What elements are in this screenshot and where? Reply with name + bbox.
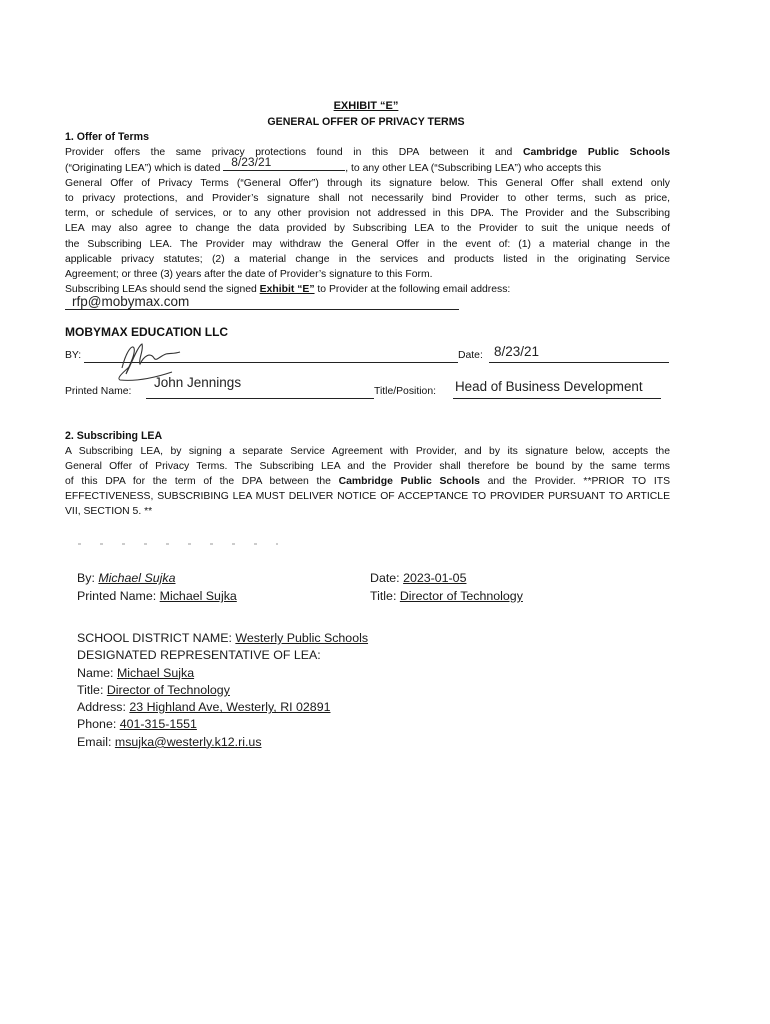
provider-title-label: Title/Position: bbox=[374, 386, 436, 397]
para-line-2: (“Originating LEA”) which is dated 8/23/21 , to any other LEA (“Subscribing LEA”) who accepts this bbox=[65, 155, 602, 175]
para-line-send: Subscribing LEAs should send the signed Exhibit “E” to Provider at the following email address: bbox=[65, 283, 511, 295]
para-line-3: General Offer of Privacy Terms (“General Offer”) through its signature below. This General Offer shall extend only bbox=[65, 178, 670, 190]
para-line-9: Agreement; or three (3) years after the date of Provider’s signature to this Form. bbox=[65, 268, 433, 280]
rep-name-value[interactable]: Michael Sujka bbox=[116, 665, 195, 680]
subscriber-date-value[interactable]: 2023-01-05 bbox=[403, 571, 467, 585]
rep-email-value[interactable]: msujka@westerly.k12.ri.us bbox=[114, 734, 262, 749]
rep-address-row: Address: 23 Highland Ave, Westerly, RI 02891 bbox=[77, 700, 331, 715]
para-line-6: LEA may also agree to change the data provided by Subscribing LEA to the Provider to suit the unique needs of bbox=[65, 223, 670, 235]
s2-line-3: of this DPA for the term of the DPA between the Cambridge Public Schools and the Provider. **PRIOR TO ITS bbox=[65, 476, 670, 488]
exhibit-title: EXHIBIT “E” bbox=[333, 100, 399, 112]
dated-field[interactable]: 8/23/21 bbox=[223, 160, 345, 171]
provider-title-field[interactable] bbox=[453, 398, 661, 399]
provider-date-value: 8/23/21 bbox=[494, 344, 540, 359]
provider-printed-name-label: Printed Name: bbox=[65, 386, 132, 397]
para-line-4: to privacy protections, and Provider’s signature shall not necessarily bind Provider to other terms, such as price, bbox=[65, 193, 670, 205]
s2-line-2: General Offer of Privacy Terms. The Subscribing LEA and the Provider shall therefore be bound by the same terms bbox=[65, 461, 670, 473]
provider-date-field[interactable] bbox=[489, 362, 669, 363]
subscriber-printed-name-value[interactable]: Michael Sujka bbox=[159, 589, 237, 603]
s2-line-1: A Subscribing LEA, by signing a separate Service Agreement with Provider, and by its signature below, accepts the bbox=[65, 446, 670, 457]
district-info bbox=[77, 630, 368, 751]
provider-printed-name-value: John Jennings bbox=[154, 375, 242, 390]
subscriber-printed-name-row: Printed Name: Michael Sujka bbox=[77, 589, 237, 603]
rep-title-row: Title: Director of Technology bbox=[77, 682, 230, 697]
section2-paragraph bbox=[65, 444, 670, 519]
scan-artifact bbox=[78, 543, 278, 545]
section2-heading: 2. Subscribing LEA bbox=[65, 430, 163, 442]
exhibit-subtitle: GENERAL OFFER OF PRIVACY TERMS bbox=[267, 116, 465, 128]
provider-title-value: Head of Business Development bbox=[455, 379, 643, 394]
section1-heading: 1. Offer of Terms bbox=[65, 131, 149, 143]
district-name-row: SCHOOL DISTRICT NAME: Westerly Public Schools bbox=[77, 631, 369, 645]
rep-name-row: Name: Michael Sujka bbox=[77, 665, 195, 680]
subscriber-signature[interactable]: Michael Sujka bbox=[98, 571, 176, 585]
rep-phone-row: Phone: 401-315-1551 bbox=[77, 717, 197, 732]
provider-email-field[interactable] bbox=[65, 309, 459, 310]
subscriber-date-row: Date: 2023-01-05 bbox=[370, 571, 467, 585]
para-line-1: Provider offers the same privacy protections found in this DPA between it and Cambridge Public Schools bbox=[65, 147, 671, 158]
subscriber-by-row: By: Michael Sujka bbox=[77, 571, 176, 585]
provider-printed-name-field[interactable] bbox=[146, 398, 374, 399]
provider-by-label: BY: bbox=[65, 350, 82, 361]
district-name-value[interactable]: Westerly Public Schools bbox=[235, 631, 369, 645]
para-line-7: the Subscribing LEA. The Provider may withdraw the General Offer in the event of: (1) a material change in the bbox=[65, 238, 670, 250]
s2-line-4: EFFECTIVENESS, SUBSCRIBING LEA MUST DELIVER NOTICE OF ACCEPTANCE TO PROVIDER PURSUANT TO ARTICLE bbox=[65, 491, 670, 503]
provider-date-label: Date: bbox=[458, 350, 483, 361]
rep-phone-value[interactable]: 401-315-1551 bbox=[119, 717, 197, 732]
subscriber-title-value[interactable]: Director of Technology bbox=[399, 589, 523, 603]
rep-address-value[interactable]: 23 Highland Ave, Westerly, RI 02891 bbox=[129, 700, 331, 715]
designated-rep-label: DESIGNATED REPRESENTATIVE OF LEA: bbox=[77, 648, 321, 663]
subscriber-title-row: Title: Director of Technology bbox=[370, 589, 523, 603]
rep-title-value[interactable]: Director of Technology bbox=[106, 682, 230, 697]
para-line-8: applicable privacy statutes; (2) a material change in the services and products listed in the originating Service bbox=[65, 253, 670, 265]
provider-email-value: rfp@mobymax.com bbox=[72, 294, 190, 309]
para-line-5: term, or schedule of services, or to any other provision not addressed in this DPA. The Provider and the Subscribing bbox=[65, 208, 670, 220]
rep-email-row: Email: msujka@westerly.k12.ri.us bbox=[77, 734, 262, 749]
section1-paragraph bbox=[65, 145, 670, 297]
s2-line-5: VII, SECTION 5. ** bbox=[65, 506, 153, 518]
provider-company: MOBYMAX EDUCATION LLC bbox=[65, 325, 229, 339]
